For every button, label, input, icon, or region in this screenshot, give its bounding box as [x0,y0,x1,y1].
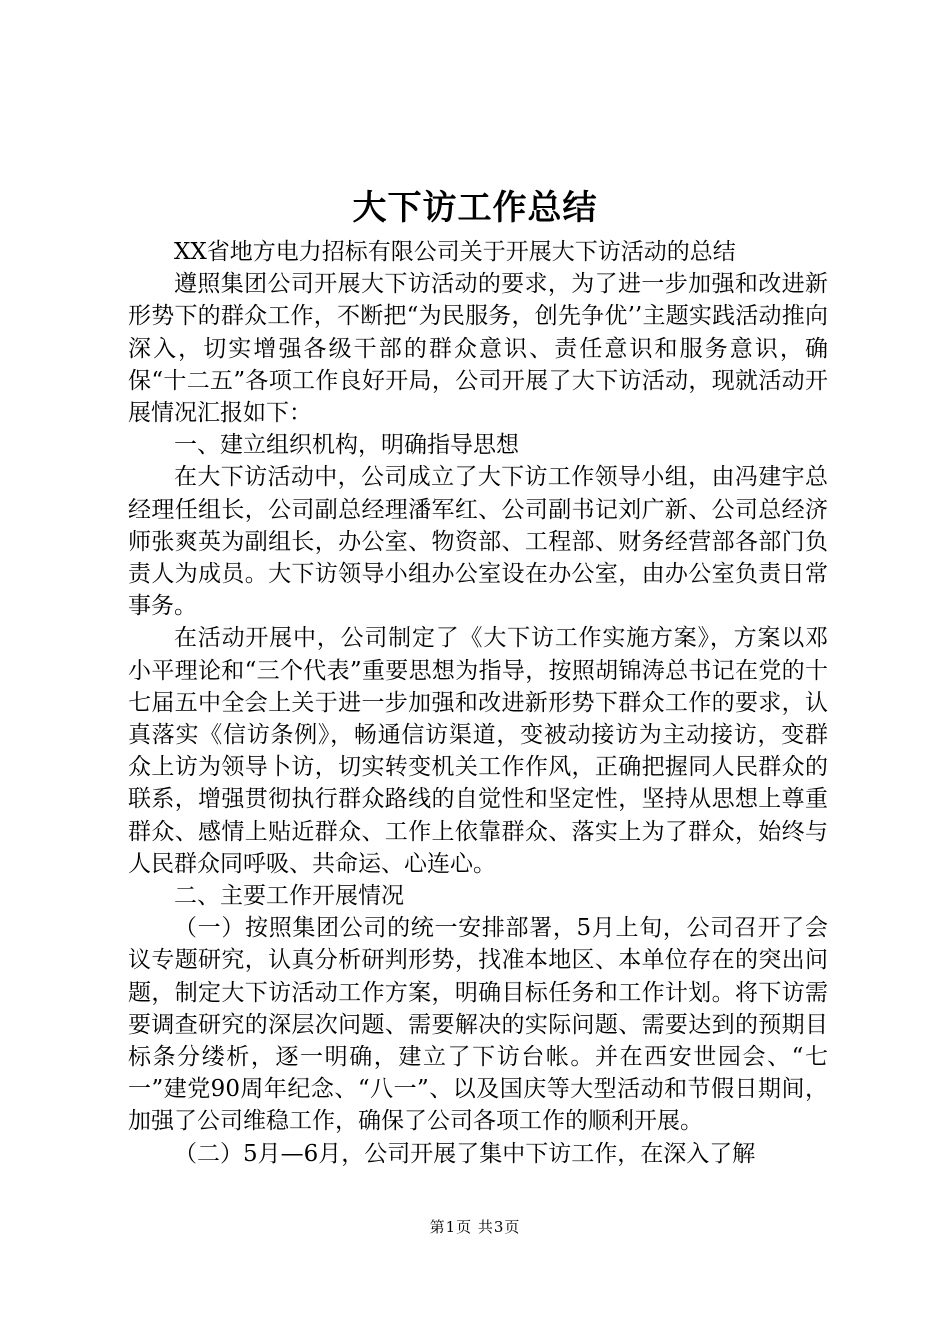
paragraph-intro: 遵照集团公司开展大下访活动的要求，为了进一步加强和改进新形势下的群众工作，不断把“为民服务，创先争优’’主题实践活动推向深入，切实增强各级干部的群众意识、责任意识和服务意识，确保“十二五”各项工作良好开局，公司开展了大下访活动，现就活动开展情况汇报如下： [128,271,828,427]
paragraph-item-1: （一）按照集团公司的统一安排部署，5月上旬，公司召开了会议专题研究，认真分析研判形势，找准本地区、本单位存在的突出问题，制定大下访活动工作方案，明确目标任务和工作计划。将下访需要调查研究的深层次问题、需要解决的实际问题、需要达到的预期目标条分缕析，逐一明确，建立了下访台帐。并在西安世园会、“七一”建党90周年纪念、“八一”、以及国庆等大型活动和节假日期间，加强了公司维稳工作，确保了公司各项工作的顺利开展。 [128,915,828,1135]
section-heading-1: 一、建立组织机构，明确指导思想 [174,432,519,459]
document-title: 大下访工作总结 [352,188,598,228]
document-subtitle: XX省地方电力招标有限公司关于开展大下访活动的总结 [174,239,736,265]
paragraph-organization: 在大下访活动中，公司成立了大下访工作领导小组，由冯建宇总经理任组长，公司副总经理潘军红、公司副书记刘广新、公司总经济师张爽英为副组长，办公室、物资部、工程部、财务经营部各部门负责人为成员。大下访领导小组办公室设在办公室，由办公室负责日常事务。 [128,464,828,620]
paragraph-item-2: （二）5月—6月，公司开展了集中下访工作，在深入了解 [174,1140,756,1167]
section-heading-2: 二、主要工作开展情况 [174,883,404,910]
page-number-footer: 第1页 共3页 [429,1218,521,1236]
document-body [128,236,828,1170]
paragraph-plan: 在活动开展中，公司制定了《大下访工作实施方案》，方案以邓小平理论和“三个代表”重要思想为指导，按照胡锦涛总书记在党的十七届五中全会上关于进一步加强和改进新形势下群众工作的要求，认真落实《信访条例》，畅通信访渠道，变被动接访为主动接访，变群众上访为领导卜访，切实转变机关工作作风，正确把握同人民群众的联系，增强贯彻执行群众路线的自觉性和坚定性，坚持从思想上尊重群众、感情上贴近群众、工作上依靠群众、落实上为了群众，始终与人民群众同呼吸、共命运、心连心。 [128,625,828,877]
